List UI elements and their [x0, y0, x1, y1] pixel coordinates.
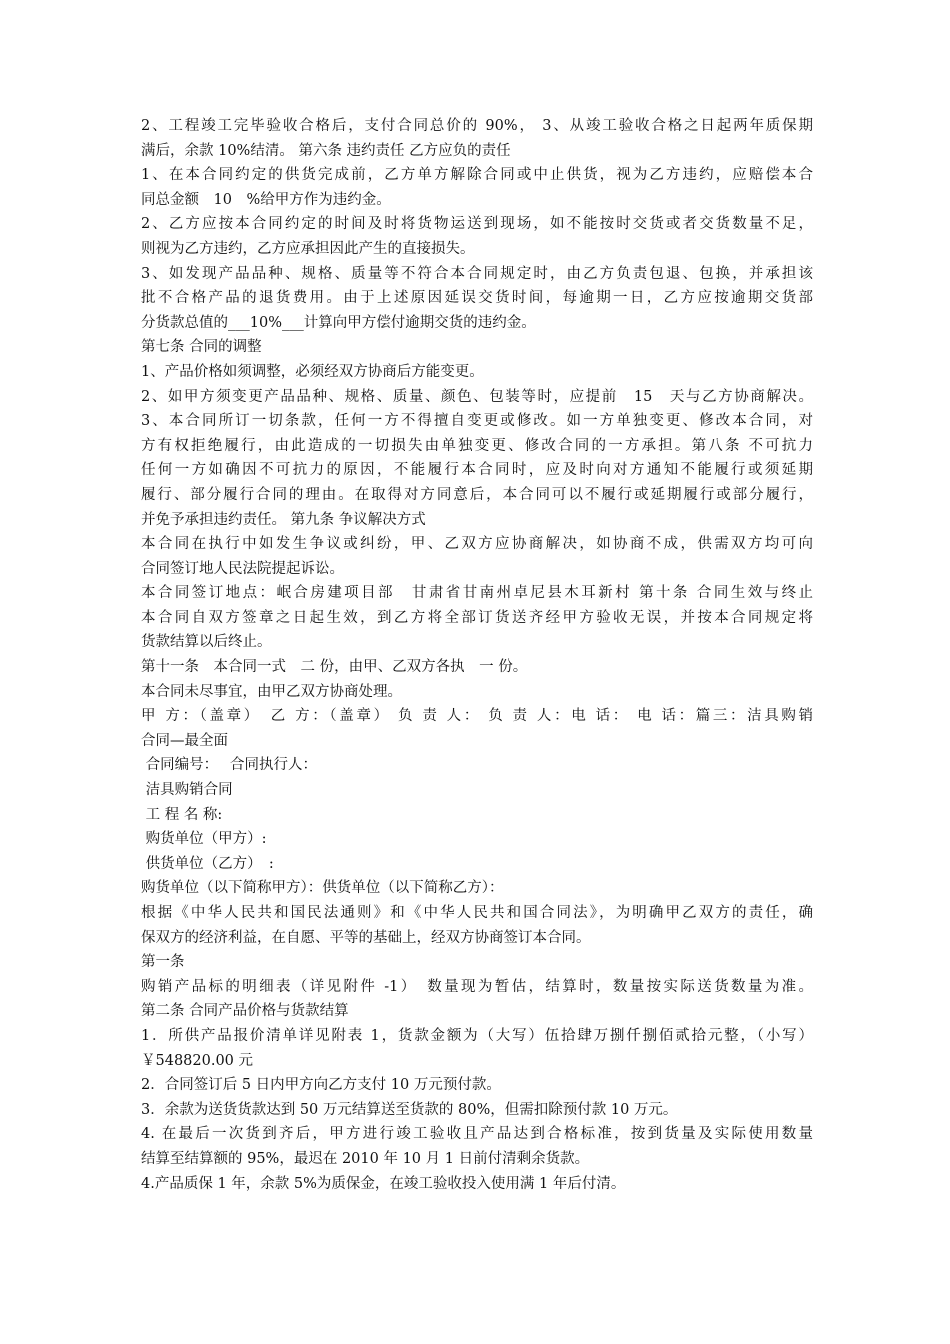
text-line: 4. 在最后一次货到齐后，甲方进行竣工验收且产品达到合格标准，按到货量及实际使用数量	[141, 1126, 813, 1143]
text-line: 则视为乙方违约，乙方应承担因此产生的直接损失。	[141, 240, 475, 257]
text-line: 本合同自双方签章之日起生效，到乙方将全部订货送齐经甲方验收无误，并按本合同规定将	[141, 609, 813, 626]
text-line: 满后，余款 10%结清。 第六条 违约责任 乙方应负的责任	[141, 142, 511, 159]
text-line: 批不合格产品的退货费用。由于上述原因延误交货时间，每逾期一日，乙方应按逾期交货部	[141, 290, 813, 307]
text-line: 本合同未尽事宜，由甲乙双方协商处理。	[141, 683, 402, 700]
text-line: 合同—最全面	[141, 732, 228, 749]
contract-number-field: 合同编号： 合同执行人：	[141, 757, 317, 774]
text-line: 保双方的经济利益，在自愿、平等的基础上，经双方协商签订本合同。	[141, 929, 591, 946]
text-line: 履行、部分履行合同的理由。在取得对方同意后，本合同可以不履行或延期履行或部分履行，	[141, 486, 813, 503]
text-line: 本合同在执行中如发生争议或纠纷，甲、乙双方应协商解决，如协商不成，供需双方均可向	[141, 536, 813, 553]
text-line: 2、如甲方须变更产品品种、规格、质量、颜色、包装等时，应提前 15 天与乙方协商解决。	[141, 388, 813, 405]
text-line: 1．所供产品报价清单详见附表 1，货款金额为（大写）伍拾肆万捌仟捌佰贰拾元整，（小写）	[141, 1027, 813, 1044]
text-line: 2、乙方应按本合同约定的时间及时将货物运送到现场，如不能按时交货或者交货数量不足，	[141, 216, 813, 233]
text-line: 3、本合同所订一切条款，任何一方不得擅自变更或修改。如一方单独变更、修改本合同，对	[141, 413, 813, 430]
text-line: 方有权拒绝履行，由此造成的一切损失由单独变更、修改合同的一方承担。第八条 不可抗力	[141, 437, 813, 454]
text-line: 3、如发现产品品种、规格、质量等不符合本合同规定时，由乙方负责包退、包换，并承担该	[141, 265, 813, 282]
text-line: 2、工程竣工完毕验收合格后，支付合同总价的 90%， 3、从竣工验收合格之日起两年质保期	[141, 118, 813, 134]
text-line: 第十一条 本合同一式 二 份，由甲、乙双方各执 一 份。	[141, 659, 528, 676]
text-line: 任何一方如确因不可抗力的原因，不能履行本合同时，应及时向对方通知不能履行或须延期	[141, 462, 813, 479]
text-line: 2．合同签订后 5 日内甲方向乙方支付 10 万元预付款。	[141, 1077, 501, 1094]
section-heading: 第七条 合同的调整	[141, 339, 262, 356]
text-line: 4.产品质保 1 年，余款 5%为质保金，在竣工验收投入使用满 1 年后付清。	[141, 1175, 626, 1192]
text-line: 3．余款为送货货款达到 50 万元结算送至货款的 80%，但需扣除预付款 10 万元。	[141, 1101, 678, 1118]
section-heading: 第二条 合同产品价格与货款结算	[141, 1003, 349, 1020]
text-line: 合同签订地人民法院提起诉讼。	[141, 560, 344, 577]
text-line: 购货单位（以下简称甲方）：供货单位（以下简称乙方）：	[141, 880, 504, 897]
text-line: 货款结算以后终止。	[141, 634, 272, 651]
text-line: 本合同签订地点：岷合房建项目部 甘肃省甘南州卓尼县木耳新村 第十条 合同生效与终止	[141, 585, 813, 602]
document-page	[141, 114, 813, 1196]
section-heading: 第一条	[141, 954, 185, 971]
signature-line: 甲 方：（盖章） 乙 方：（盖章） 负 责 人： 负 责 人：电 话： 电 话：篇三：洁具购销	[141, 708, 813, 725]
text-line: 同总金额 10 %给甲方作为违约金。	[141, 191, 391, 208]
supplier-field: 供货单位（乙方） :	[141, 855, 274, 872]
text-line: 1、在本合同约定的供货完成前，乙方单方解除合同或中止供货，视为乙方违约，应赔偿本合	[141, 167, 813, 184]
text-line: 根据《中华人民共和国民法通则》和《中华人民共和国合同法》，为明确甲乙双方的责任，确	[141, 905, 813, 921]
text-line: ￥548820.00 元	[141, 1052, 254, 1069]
buyer-field: 购货单位（甲方）:	[141, 831, 267, 848]
text-line: 分货款总值的___10%___计算向甲方偿付逾期交货的违约金。	[141, 314, 536, 331]
contract-title: 洁具购销合同	[141, 782, 233, 799]
text-line: 并免予承担违约责任。 第九条 争议解决方式	[141, 511, 426, 528]
text-line: 购销产品标的明细表（详见附件 -1） 数量现为暂估，结算时，数量按实际送货数量为准。	[141, 978, 813, 995]
text-line: 结算至结算额的 95%，最迟在 2010 年 10 月 1 日前付清剩余货款。	[141, 1150, 590, 1167]
project-name-field: 工 程 名 称:	[141, 806, 223, 823]
text-line: 1、产品价格如须调整，必须经双方协商后方能变更。	[141, 363, 484, 380]
